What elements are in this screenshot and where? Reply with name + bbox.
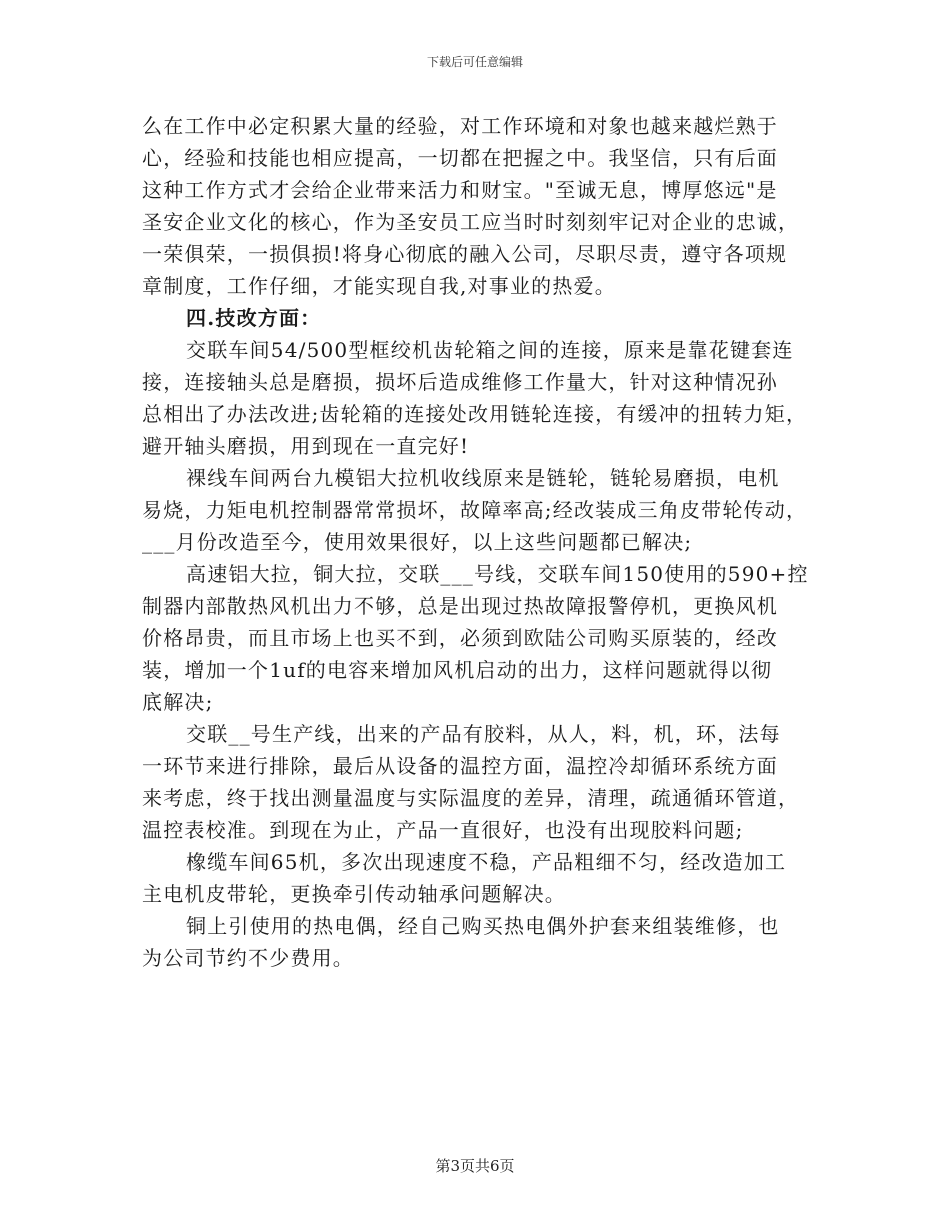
text-line: 易烧，力矩电机控制器常常损坏，故障率高;经改装成三角皮带轮传动， <box>142 498 808 522</box>
page-footer: 第3页共6页 <box>435 1157 515 1175</box>
page-header: 下载后可任意编辑 <box>426 55 523 69</box>
text-line: 避开轴头磨损，用到现在一直完好! <box>142 434 470 458</box>
text-line: 制器内部散热风机出力不够，总是出现过热故障报警停机，更换风机 <box>142 594 778 618</box>
text-line: 底解决; <box>142 690 214 714</box>
text-line: 交联车间54/500型框绞机齿轮箱之间的连接，原来是靠花键套连 <box>186 338 794 362</box>
text-line: 一环节来进行排除，最后从设备的温控方面，温控冷却循环系统方面 <box>142 754 778 778</box>
text-line: 裸线车间两台九模铝大拉机收线原来是链轮，链轮易磨损，电机 <box>186 466 780 490</box>
text-line: 为公司节约不少费用。 <box>142 946 354 970</box>
text-line: 来考虑，终于找出测量温度与实际温度的差异，清理，疏通循环管道， <box>142 786 800 810</box>
text-line: 价格昂贵，而且市场上也买不到，必须到欧陆公司购买原装的，经改 <box>142 626 778 650</box>
text-line: 一荣俱荣，一损俱损!将身心彻底的融入公司，尽职尽责，遵守各项规 <box>142 242 788 266</box>
text-line: 心，经验和技能也相应提高，一切都在把握之中。我坚信，只有后面 <box>142 146 778 170</box>
text-line: 这种工作方式才会给企业带来活力和财宝。"至诚无息，博厚悠远"是 <box>142 178 778 202</box>
text-line: 总相出了办法改进;齿轮箱的连接处改用链轮连接，有缓冲的扭转力矩， <box>142 402 808 426</box>
section-heading: 四.技改方面： <box>186 306 322 330</box>
text-line: 交联__号生产线，出来的产品有胶料，从人，料，机，环，法每 <box>186 722 781 746</box>
text-line: 接，连接轴头总是磨损，损坏后造成维修工作量大，针对这种情况孙 <box>142 370 778 394</box>
text-line: 温控表校准。到现在为止，产品一直很好，也没有出现胶料问题; <box>142 818 744 842</box>
text-line: 圣安企业文化的核心，作为圣安员工应当时时刻刻牢记对企业的忠诚， <box>142 210 800 234</box>
text-line: 橡缆车间65机，多次出现速度不稳，产品粗细不匀，经改造加工 <box>186 850 787 874</box>
text-line: 高速铝大拉，铜大拉，交联___号线，交联车间150使用的590+控 <box>186 562 809 586</box>
text-line: 章制度，工作仔细，才能实现自我,对事业的热爱。 <box>142 274 616 298</box>
text-line: 么在工作中必定积累大量的经验，对工作环境和对象也越来越烂熟于 <box>142 114 778 138</box>
text-line: ___月份改造至今，使用效果很好，以上这些问题都已解决; <box>142 530 693 554</box>
text-line: 铜上引使用的热电偶，经自己购买热电偶外护套来组装维修，也 <box>186 914 780 938</box>
document-body <box>142 110 814 974</box>
text-line: 主电机皮带轮，更换牵引传动轴承问题解决。 <box>142 882 566 906</box>
text-line: 装，增加一个1uf的电容来增加风机启动的出力，这样问题就得以彻 <box>142 658 773 682</box>
